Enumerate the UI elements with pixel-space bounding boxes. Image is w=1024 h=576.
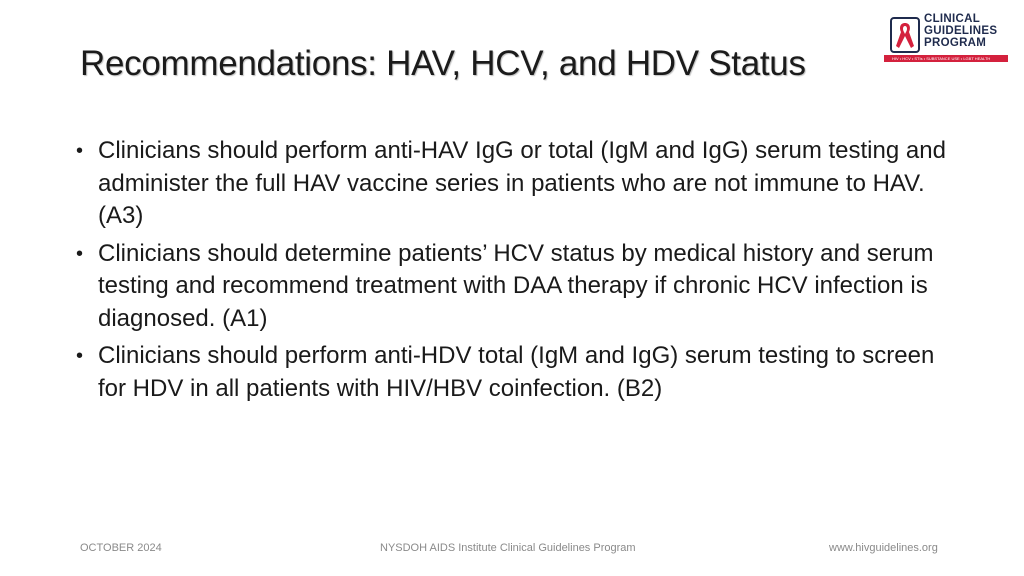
logo-line-1: CLINICAL: [924, 13, 981, 25]
logo-tagline-bar: [884, 55, 1008, 62]
logo-line-3: PROGRAM: [924, 37, 987, 49]
logo-tagline: HIV • HCV • STIs • SUBSTANCE USE • LGBT HEALTH: [892, 56, 991, 61]
bullet-text: Clinicians should determine patients’ HCV status by medical history and serum testing and recommend treatment with DAA therapy if chronic HCV infection is diagnosed. (A1): [98, 239, 934, 332]
recommendation-list: [74, 135, 954, 410]
list-item: [74, 340, 954, 405]
slide-title: Recommendations: HAV, HCV, and HDV Status: [80, 44, 806, 83]
logo-wordmark: [924, 13, 997, 49]
list-item: [74, 238, 954, 336]
bullet-dot-icon: •: [76, 242, 84, 265]
footer-organization: NYSDOH AIDS Institute Clinical Guidelines Program: [380, 542, 636, 554]
bullet-dot-icon: •: [76, 140, 84, 162]
list-item: [74, 135, 954, 233]
bullet-text: Clinicians should perform anti-HDV total (IgM and IgG) serum testing to screen for HDV in all patients with HIV/HBV coinfection. (B2): [98, 342, 935, 402]
bullet-dot-icon: •: [76, 345, 84, 367]
red-ribbon-icon: [890, 17, 920, 53]
bullet-text: Clinicians should perform anti-HAV IgG or total (IgM and IgG) serum testing and administer the full HAV vaccine series in patients who are not immune to HAV. (A3): [98, 137, 946, 229]
footer-url[interactable]: www.hivguidelines.org: [829, 542, 938, 554]
footer-date: OCTOBER 2024: [80, 542, 162, 554]
logo-line-2: GUIDELINES: [924, 25, 998, 37]
clinical-guidelines-logo: [884, 12, 1008, 64]
